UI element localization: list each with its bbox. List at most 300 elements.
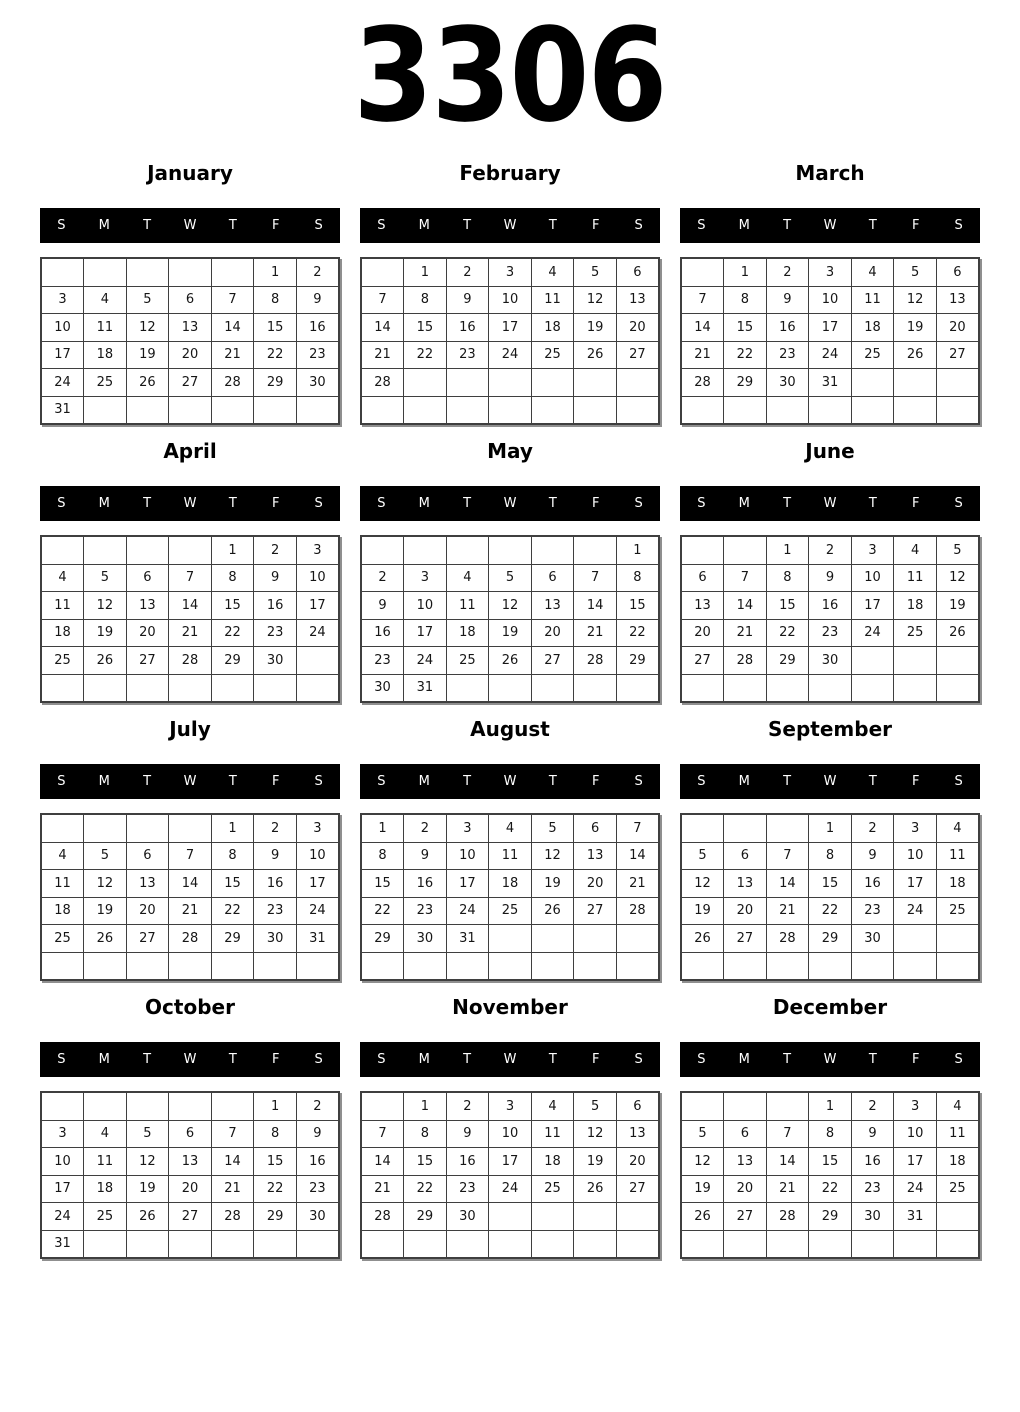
week-row	[361, 925, 659, 953]
month-days-table	[360, 257, 660, 425]
weekday-label: W	[823, 1052, 837, 1067]
day-cell: 22	[211, 619, 254, 647]
day-cell: 18	[489, 870, 532, 898]
day-cell: 29	[809, 1203, 852, 1231]
day-cell: 15	[211, 592, 254, 620]
day-cell	[681, 1230, 724, 1258]
day-cell: 26	[681, 925, 724, 953]
day-cell: 15	[724, 314, 767, 342]
day-cell: 3	[809, 258, 852, 286]
day-cell	[574, 674, 617, 702]
day-cell: 16	[404, 870, 447, 898]
month-title: October	[145, 995, 235, 1019]
day-cell	[489, 925, 532, 953]
day-cell: 16	[361, 619, 404, 647]
day-cell: 6	[169, 1120, 212, 1148]
day-cell: 4	[446, 564, 489, 592]
day-cell: 15	[404, 1148, 447, 1176]
day-cell: 22	[809, 1175, 852, 1203]
month-days-body	[681, 814, 979, 980]
day-cell: 2	[361, 564, 404, 592]
day-cell: 11	[894, 564, 937, 592]
week-row	[681, 1175, 979, 1203]
day-cell: 5	[894, 258, 937, 286]
day-cell: 13	[724, 870, 767, 898]
day-cell	[169, 814, 212, 842]
weekday-header	[680, 208, 980, 243]
day-cell: 23	[296, 341, 339, 369]
day-cell: 3	[446, 814, 489, 842]
day-cell	[616, 925, 659, 953]
day-cell	[296, 952, 339, 980]
day-cell: 27	[616, 341, 659, 369]
day-cell: 31	[404, 674, 447, 702]
day-cell: 11	[41, 870, 84, 898]
day-cell	[84, 1230, 127, 1258]
day-cell: 27	[724, 1203, 767, 1231]
weekday-label: S	[314, 774, 323, 789]
month-days-table	[40, 1091, 340, 1259]
weekday-label: M	[418, 496, 430, 511]
day-cell: 17	[894, 1148, 937, 1176]
day-cell: 28	[681, 369, 724, 397]
day-cell	[211, 396, 254, 424]
day-cell: 25	[894, 619, 937, 647]
day-cell	[296, 1230, 339, 1258]
day-cell: 9	[851, 842, 894, 870]
month-block	[680, 160, 980, 425]
day-cell: 31	[894, 1203, 937, 1231]
day-cell	[126, 536, 169, 564]
month-days-table	[680, 813, 980, 981]
day-cell: 28	[211, 369, 254, 397]
day-cell	[681, 536, 724, 564]
day-cell: 17	[851, 592, 894, 620]
month-days-body	[41, 814, 339, 980]
day-cell	[616, 674, 659, 702]
day-cell: 20	[616, 1148, 659, 1176]
day-cell	[84, 536, 127, 564]
day-cell: 7	[616, 814, 659, 842]
day-cell: 28	[169, 925, 212, 953]
weekday-label: S	[697, 1052, 706, 1067]
day-cell: 24	[489, 1175, 532, 1203]
day-cell: 27	[616, 1175, 659, 1203]
day-cell: 1	[616, 536, 659, 564]
day-cell	[681, 814, 724, 842]
month-title: June	[805, 439, 855, 463]
day-cell: 21	[361, 341, 404, 369]
day-cell: 20	[574, 870, 617, 898]
day-cell: 10	[296, 842, 339, 870]
day-cell: 26	[531, 897, 574, 925]
week-row	[41, 1148, 339, 1176]
day-cell: 12	[574, 286, 617, 314]
day-cell	[851, 396, 894, 424]
month-days-body	[361, 536, 659, 702]
day-cell: 5	[574, 1092, 617, 1120]
day-cell	[574, 925, 617, 953]
day-cell: 20	[126, 619, 169, 647]
day-cell: 7	[169, 842, 212, 870]
day-cell	[894, 647, 937, 675]
day-cell: 18	[446, 619, 489, 647]
day-cell: 16	[296, 1148, 339, 1176]
day-cell	[936, 674, 979, 702]
day-cell: 30	[296, 1203, 339, 1231]
day-cell: 6	[126, 564, 169, 592]
day-cell	[894, 925, 937, 953]
day-cell: 11	[936, 842, 979, 870]
weekday-label: W	[503, 218, 517, 233]
month-days-table	[680, 1091, 980, 1259]
day-cell: 2	[254, 814, 297, 842]
day-cell: 25	[41, 647, 84, 675]
day-cell: 17	[489, 1148, 532, 1176]
month-block	[40, 438, 340, 703]
month-title: April	[163, 439, 217, 463]
day-cell: 11	[84, 1148, 127, 1176]
day-cell: 21	[766, 1175, 809, 1203]
day-cell: 9	[851, 1120, 894, 1148]
day-cell: 11	[446, 592, 489, 620]
week-row	[681, 1120, 979, 1148]
day-cell	[531, 369, 574, 397]
weekday-header	[40, 1042, 340, 1077]
weekday-label: T	[143, 496, 152, 511]
month-days-body	[41, 1092, 339, 1258]
day-cell: 16	[254, 592, 297, 620]
weekday-label: W	[183, 496, 197, 511]
day-cell: 27	[169, 369, 212, 397]
day-cell	[894, 1230, 937, 1258]
week-row	[681, 396, 979, 424]
weekday-label: T	[228, 1052, 237, 1067]
day-cell: 30	[851, 925, 894, 953]
month-block	[40, 716, 340, 981]
day-cell: 29	[211, 925, 254, 953]
day-cell: 27	[574, 897, 617, 925]
weekday-label: T	[143, 1052, 152, 1067]
week-row	[361, 1175, 659, 1203]
weekday-label: S	[954, 1052, 963, 1067]
day-cell: 26	[489, 647, 532, 675]
day-cell: 8	[254, 1120, 297, 1148]
month-block	[40, 160, 340, 425]
day-cell: 3	[41, 286, 84, 314]
week-row	[681, 536, 979, 564]
day-cell: 13	[126, 870, 169, 898]
day-cell: 6	[126, 842, 169, 870]
month-block	[40, 994, 340, 1259]
month-days-body	[41, 258, 339, 424]
day-cell: 31	[296, 925, 339, 953]
day-cell: 26	[84, 925, 127, 953]
weekday-label: T	[783, 218, 792, 233]
weekday-label: W	[183, 1052, 197, 1067]
day-cell: 28	[766, 1203, 809, 1231]
day-cell: 18	[84, 341, 127, 369]
day-cell	[169, 1092, 212, 1120]
weekday-label: S	[57, 1052, 66, 1067]
day-cell: 22	[361, 897, 404, 925]
day-cell: 11	[531, 1120, 574, 1148]
day-cell	[169, 396, 212, 424]
day-cell: 28	[211, 1203, 254, 1231]
week-row	[361, 647, 659, 675]
day-cell: 13	[681, 592, 724, 620]
day-cell	[446, 369, 489, 397]
weekday-label: T	[868, 218, 877, 233]
day-cell: 13	[531, 592, 574, 620]
day-cell: 3	[296, 814, 339, 842]
day-cell: 7	[681, 286, 724, 314]
day-cell: 5	[936, 536, 979, 564]
week-row	[681, 1203, 979, 1231]
month-title: August	[470, 717, 550, 741]
day-cell: 18	[851, 314, 894, 342]
day-cell: 22	[254, 341, 297, 369]
day-cell: 21	[766, 897, 809, 925]
weekday-label: M	[738, 774, 750, 789]
week-row	[41, 814, 339, 842]
day-cell	[724, 396, 767, 424]
day-cell: 6	[616, 258, 659, 286]
weekday-label: T	[228, 774, 237, 789]
day-cell: 8	[211, 564, 254, 592]
day-cell: 6	[724, 1120, 767, 1148]
week-row	[41, 870, 339, 898]
day-cell	[446, 396, 489, 424]
day-cell: 10	[296, 564, 339, 592]
day-cell: 23	[254, 897, 297, 925]
day-cell	[84, 674, 127, 702]
weekday-header	[360, 208, 660, 243]
months-grid	[40, 160, 980, 1272]
day-cell	[531, 1230, 574, 1258]
day-cell	[446, 952, 489, 980]
day-cell: 12	[84, 592, 127, 620]
weekday-label: T	[783, 496, 792, 511]
day-cell: 29	[361, 925, 404, 953]
day-cell: 22	[766, 619, 809, 647]
day-cell: 6	[616, 1092, 659, 1120]
day-cell	[724, 814, 767, 842]
weekday-header	[40, 486, 340, 521]
day-cell: 28	[766, 925, 809, 953]
day-cell	[681, 674, 724, 702]
day-cell: 10	[894, 1120, 937, 1148]
day-cell: 9	[809, 564, 852, 592]
day-cell: 9	[446, 286, 489, 314]
day-cell: 27	[126, 647, 169, 675]
day-cell: 30	[766, 369, 809, 397]
weekday-label: M	[738, 496, 750, 511]
day-cell: 5	[126, 286, 169, 314]
day-cell: 14	[724, 592, 767, 620]
day-cell: 20	[724, 897, 767, 925]
day-cell	[84, 952, 127, 980]
week-row	[41, 1175, 339, 1203]
day-cell: 15	[254, 1148, 297, 1176]
weekday-label: T	[868, 1052, 877, 1067]
week-row	[41, 1203, 339, 1231]
day-cell: 16	[851, 1148, 894, 1176]
day-cell: 7	[574, 564, 617, 592]
day-cell: 17	[489, 314, 532, 342]
day-cell: 28	[574, 647, 617, 675]
week-row	[681, 1148, 979, 1176]
day-cell: 26	[126, 369, 169, 397]
day-cell: 26	[936, 619, 979, 647]
day-cell: 3	[851, 536, 894, 564]
month-days-table	[680, 257, 980, 425]
weekday-label: S	[634, 218, 643, 233]
day-cell: 21	[169, 619, 212, 647]
day-cell: 4	[84, 1120, 127, 1148]
day-cell: 19	[681, 1175, 724, 1203]
day-cell	[126, 814, 169, 842]
day-cell	[936, 369, 979, 397]
week-row	[681, 870, 979, 898]
day-cell	[766, 952, 809, 980]
weekday-label: T	[228, 218, 237, 233]
day-cell: 13	[169, 1148, 212, 1176]
day-cell: 19	[681, 897, 724, 925]
day-cell: 23	[851, 897, 894, 925]
day-cell: 25	[446, 647, 489, 675]
weekday-label: T	[463, 774, 472, 789]
day-cell: 4	[41, 564, 84, 592]
day-cell	[724, 952, 767, 980]
day-cell: 26	[894, 341, 937, 369]
day-cell: 20	[169, 341, 212, 369]
day-cell	[531, 925, 574, 953]
day-cell: 8	[809, 842, 852, 870]
day-cell	[894, 952, 937, 980]
day-cell: 22	[724, 341, 767, 369]
day-cell	[489, 1230, 532, 1258]
day-cell: 9	[404, 842, 447, 870]
day-cell	[41, 952, 84, 980]
day-cell: 22	[211, 897, 254, 925]
day-cell	[489, 396, 532, 424]
day-cell: 7	[361, 286, 404, 314]
weekday-label: W	[503, 496, 517, 511]
day-cell: 19	[489, 619, 532, 647]
day-cell: 20	[724, 1175, 767, 1203]
day-cell: 18	[936, 1148, 979, 1176]
day-cell: 25	[489, 897, 532, 925]
week-row	[681, 952, 979, 980]
day-cell: 6	[169, 286, 212, 314]
weekday-label: T	[463, 218, 472, 233]
day-cell: 4	[894, 536, 937, 564]
weekday-label: S	[377, 774, 386, 789]
day-cell	[361, 258, 404, 286]
weekday-label: F	[591, 774, 600, 789]
week-row	[41, 258, 339, 286]
day-cell: 4	[41, 842, 84, 870]
day-cell: 7	[766, 842, 809, 870]
day-cell: 8	[616, 564, 659, 592]
month-title: November	[452, 995, 568, 1019]
day-cell: 4	[531, 1092, 574, 1120]
day-cell: 20	[531, 619, 574, 647]
week-row	[361, 1148, 659, 1176]
week-row	[681, 925, 979, 953]
day-cell	[41, 1092, 84, 1120]
day-cell: 13	[126, 592, 169, 620]
day-cell: 11	[851, 286, 894, 314]
day-cell: 18	[41, 619, 84, 647]
day-cell: 7	[211, 286, 254, 314]
day-cell: 8	[254, 286, 297, 314]
day-cell: 5	[84, 564, 127, 592]
day-cell: 30	[446, 1203, 489, 1231]
day-cell: 29	[404, 1203, 447, 1231]
day-cell	[724, 536, 767, 564]
day-cell	[936, 1203, 979, 1231]
day-cell: 7	[724, 564, 767, 592]
day-cell	[404, 536, 447, 564]
day-cell: 3	[894, 1092, 937, 1120]
day-cell: 14	[361, 1148, 404, 1176]
day-cell	[254, 952, 297, 980]
week-row	[41, 1120, 339, 1148]
weekday-header	[680, 486, 980, 521]
day-cell: 14	[574, 592, 617, 620]
day-cell: 19	[126, 1175, 169, 1203]
day-cell: 29	[766, 647, 809, 675]
week-row	[361, 870, 659, 898]
weekday-label: S	[954, 218, 963, 233]
weekday-label: S	[697, 218, 706, 233]
day-cell: 27	[126, 925, 169, 953]
day-cell	[211, 674, 254, 702]
day-cell: 5	[84, 842, 127, 870]
day-cell: 4	[531, 258, 574, 286]
day-cell: 21	[361, 1175, 404, 1203]
day-cell: 3	[894, 814, 937, 842]
week-row	[681, 619, 979, 647]
day-cell: 25	[84, 369, 127, 397]
day-cell	[296, 647, 339, 675]
day-cell: 13	[616, 286, 659, 314]
weekday-label: T	[143, 218, 152, 233]
weekday-label: F	[271, 496, 280, 511]
week-row	[41, 842, 339, 870]
day-cell: 13	[616, 1120, 659, 1148]
day-cell: 10	[809, 286, 852, 314]
week-row	[41, 952, 339, 980]
day-cell: 25	[84, 1203, 127, 1231]
day-cell: 22	[254, 1175, 297, 1203]
day-cell	[361, 1230, 404, 1258]
year-title-text: 3306	[353, 0, 667, 151]
weekday-label: S	[314, 496, 323, 511]
day-cell	[616, 369, 659, 397]
day-cell: 10	[851, 564, 894, 592]
day-cell: 28	[169, 647, 212, 675]
day-cell: 21	[211, 1175, 254, 1203]
day-cell: 2	[446, 1092, 489, 1120]
day-cell: 27	[681, 647, 724, 675]
day-cell	[851, 674, 894, 702]
week-row	[361, 341, 659, 369]
day-cell: 24	[296, 619, 339, 647]
day-cell	[361, 396, 404, 424]
